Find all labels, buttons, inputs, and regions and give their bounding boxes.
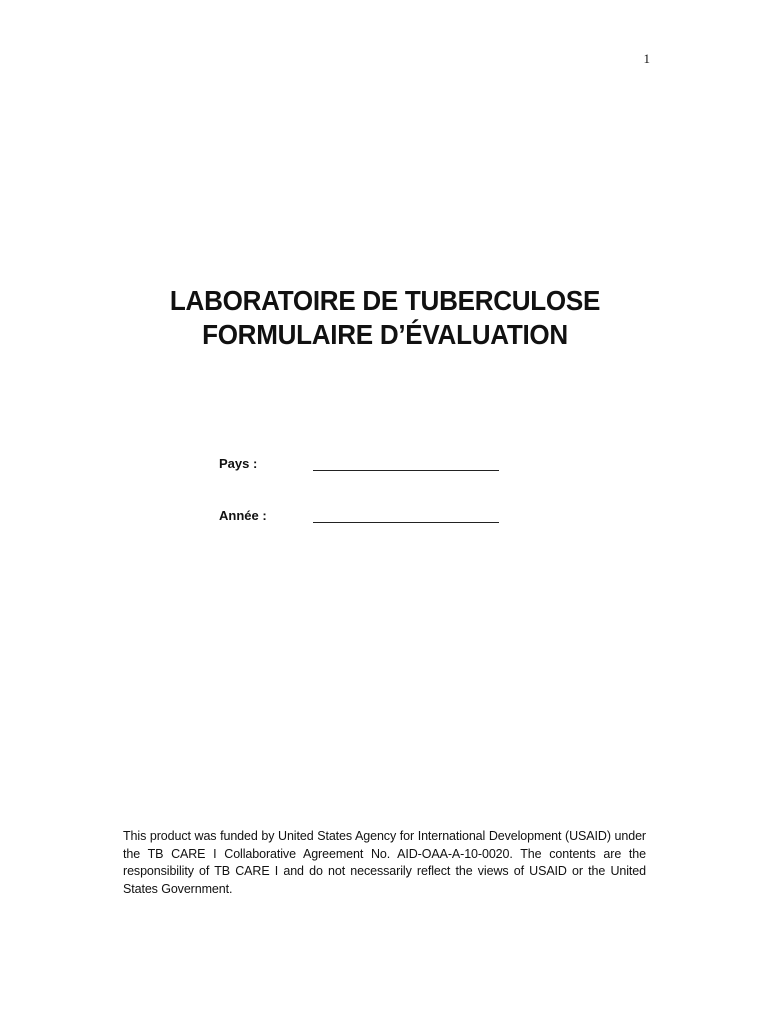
- country-blank-line[interactable]: [313, 456, 499, 471]
- page-number: 1: [643, 51, 650, 66]
- country-label: Pays :: [219, 456, 258, 471]
- title-line-1: LABORATOIRE DE TUBERCULOSE: [169, 285, 601, 316]
- year-label: Année :: [219, 508, 267, 523]
- document-title: [27, 284, 743, 352]
- title-line-2: FORMULAIRE D’ÉVALUATION: [202, 319, 568, 350]
- funding-disclaimer: This product was funded by United States Agency for International Development (USAID) under the TB CARE I Collaborative Agreement No. AID-OAA-A-10-0020. The contents are the responsibility of TB CARE I and do not necessarily reflect the views of USAID or the United States Government.: [123, 829, 646, 896]
- year-blank-line[interactable]: [313, 508, 499, 523]
